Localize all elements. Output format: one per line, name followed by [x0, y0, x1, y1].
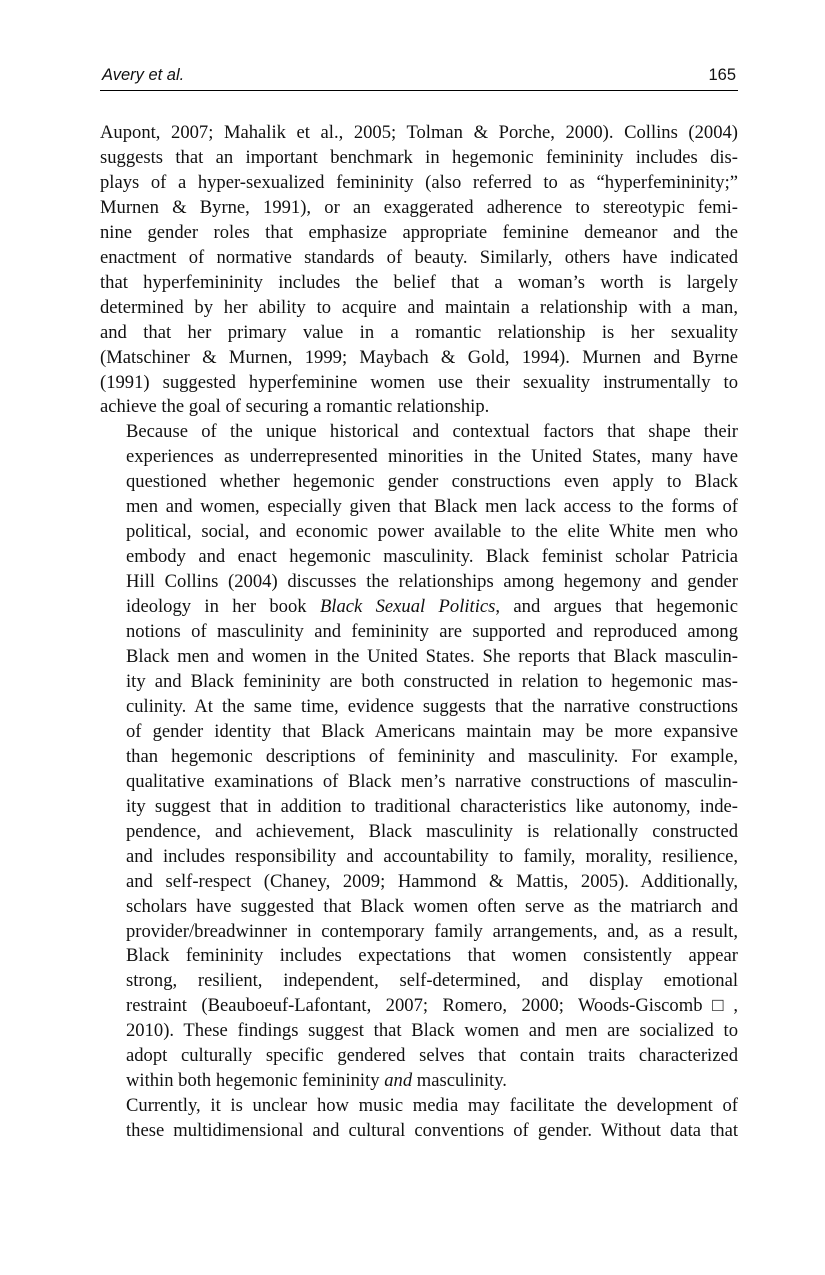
text-line: of gender identity that Black Americans maintain may be more expansive — [126, 720, 738, 742]
text-line: adopt culturally specific gendered selves that contain traits characterized — [126, 1045, 738, 1067]
text-line: these multidimensional and cultural conventions of gender. Without data that — [126, 1120, 738, 1142]
paragraph — [100, 121, 738, 420]
text-line: plays of a hyper-sexualized femininity (also referred to as “hyperfemininity;” — [100, 171, 738, 193]
text-line: Because of the unique historical and contextual factors that shape their — [126, 421, 738, 443]
text-line: ideology in her book Black Sexual Politics, and argues that hegemonic — [126, 596, 738, 618]
text-line: and that her primary value in a romantic relationship is her sexuality — [100, 321, 738, 343]
text-line: provider/breadwinner in contemporary family arrangements, and, as a result, — [126, 920, 738, 942]
text-line: within both hegemonic femininity and masculinity. — [126, 1070, 507, 1092]
text-line: and self-respect (Chaney, 2009; Hammond & Mattis, 2005). Additionally, — [126, 870, 738, 892]
page-number: 165 — [708, 66, 736, 84]
text-line: qualitative examinations of Black men’s narrative constructions of masculin- — [126, 770, 738, 792]
text-line: ity suggest that in addition to traditional characteristics like autonomy, inde- — [126, 795, 738, 817]
text-line: embody and enact hegemonic masculinity. Black feminist scholar Patricia — [126, 546, 738, 568]
text-line: culinity. At the same time, evidence suggests that the narrative constructions — [126, 695, 738, 717]
text-line: Aupont, 2007; Mahalik et al., 2005; Tolman & Porche, 2000). Collins (2004) — [100, 122, 738, 143]
text-line: scholars have suggested that Black women often serve as the matriarch and — [126, 895, 738, 917]
text-line: questioned whether hegemonic gender constructions even apply to Black — [126, 471, 738, 493]
text-line: Hill Collins (2004) discusses the relationships among hegemony and gender — [126, 571, 738, 593]
italic-text: Black Sexual Politics — [319, 596, 496, 618]
text-line: experiences as underrepresented minorities in the United States, many have — [126, 446, 738, 468]
text-line: Currently, it is unclear how music media may facilitate the development of — [126, 1095, 738, 1117]
text-line: strong, resilient, independent, self-determined, and display emotional — [126, 970, 738, 992]
text-line: suggests that an important benchmark in hegemonic femininity includes dis- — [100, 146, 738, 168]
text-line: men and women, especially given that Black men lack access to the forms of — [126, 496, 738, 518]
text-line: Black femininity includes expectations that women consistently appear — [126, 945, 738, 967]
text-line: nine gender roles that emphasize appropriate feminine demeanor and the — [100, 221, 738, 243]
text-line: pendence, and achievement, Black masculinity is relationally constructed — [126, 820, 738, 842]
body-text — [100, 121, 738, 1144]
paragraph — [100, 1094, 738, 1144]
text-line: political, social, and economic power available to the elite White men who — [126, 521, 738, 543]
text-line: that hyperfemininity includes the belief that a woman’s worth is largely — [100, 271, 738, 293]
text-line: ity and Black femininity are both constructed in relation to hegemonic mas- — [126, 670, 738, 692]
text-line: determined by her ability to acquire and maintain a relationship with a man, — [100, 296, 738, 318]
text-line: restraint (Beauboeuf-Lafontant, 2007; Romero, 2000; Woods-Giscomb□, — [126, 995, 738, 1017]
text-line: (1991) suggested hyperfeminine women use their sexuality instrumentally to — [100, 371, 738, 393]
text-line: (Matschiner & Murnen, 1999; Maybach & Gold, 1994). Murnen and Byrne — [100, 346, 738, 368]
running-head-author: Avery et al. — [102, 66, 185, 84]
running-head — [100, 62, 738, 91]
text-line: 2010). These findings suggest that Black women and men are socialized to — [126, 1020, 738, 1042]
italic-text: and — [384, 1070, 413, 1092]
text-line: Black men and women in the United States. She reports that Black masculin- — [126, 646, 738, 668]
text-line: than hegemonic descriptions of femininity and masculinity. For example, — [126, 745, 738, 767]
text-line: achieve the goal of securing a romantic relationship. — [100, 396, 490, 418]
text-line: notions of masculinity and femininity are supported and reproduced among — [126, 621, 738, 643]
text-line: and includes responsibility and accountability to family, morality, resilience, — [126, 845, 738, 867]
paragraph — [100, 420, 738, 1094]
text-line: enactment of normative standards of beauty. Similarly, others have indicated — [100, 246, 738, 268]
text-line: Murnen & Byrne, 1991), or an exaggerated adherence to stereotypic femi- — [100, 196, 738, 218]
